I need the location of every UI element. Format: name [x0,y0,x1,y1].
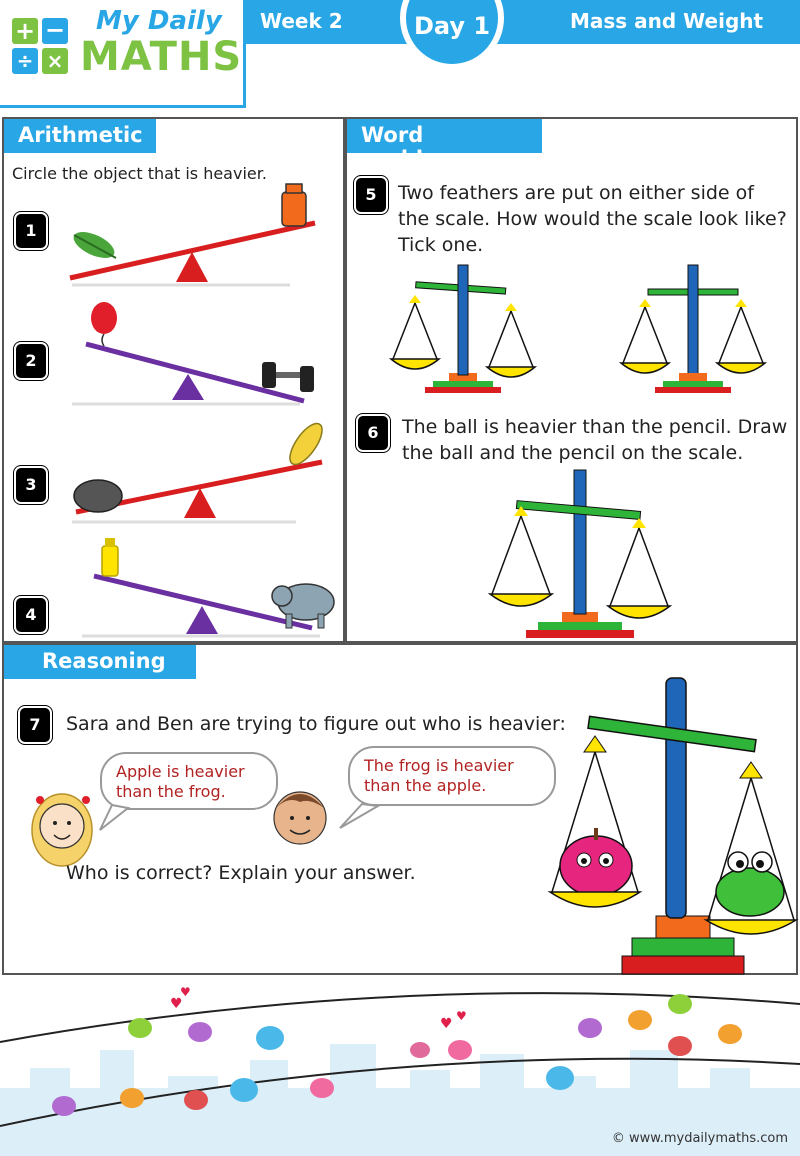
question-6-text: The ball is heavier than the pencil. Draw the ball and the pencil on the scale. [402,416,788,464]
ben-speech-bubble: The frog is heavier than the apple. [348,746,556,806]
svg-text:÷: ÷ [16,49,34,73]
seesaw-3 [72,419,328,522]
svg-text:×: × [46,49,64,73]
sara-speech-bubble: Apple is heavier than the frog. [100,752,278,810]
seesaw-illustrations [0,0,345,645]
seesaw-2 [72,302,314,404]
logo-line1: My Daily [96,6,222,36]
balance-scales [345,255,798,645]
question-3-badge: 3 [16,468,46,502]
ben-avatar [274,792,326,844]
question-6-badge: 6 [358,416,388,450]
footer-url[interactable]: © www.mydailymaths.com [611,1131,788,1146]
reasoning-title: Reasoning [4,645,196,679]
svg-text:−: − [44,16,66,44]
bottle-icon [102,538,118,576]
logo-line2: MATHS [80,34,243,80]
arithmetic-title: Arithmetic [4,119,156,153]
seesaw-1 [70,184,315,285]
scale-q6[interactable] [490,470,670,638]
balloon-icon [91,302,117,346]
svg-text:♥: ♥ [180,985,191,999]
day-label: Day 1 [413,12,491,40]
footer-decoration [0,980,800,1156]
leaf-icon [70,227,118,264]
reasoning-illustration [0,640,800,980]
svg-text:♥: ♥ [440,1016,453,1032]
question-2-badge: 2 [16,344,46,378]
svg-text:+: + [14,17,36,45]
svg-text:♥: ♥ [170,996,183,1012]
scale-option-b[interactable] [621,265,765,393]
word-problem-title: Word problem [347,119,542,153]
seesaw-4 [82,538,334,636]
reasoning-prompt: Who is correct? Explain your answer. [66,862,416,884]
weight-icon [282,184,306,226]
week-label: Week 2 [260,9,343,33]
question-1-badge: 1 [16,214,46,248]
question-4-badge: 4 [16,598,46,632]
arithmetic-instruction: Circle the object that is heavier. [12,164,267,183]
rock-icon [74,480,122,512]
topic-label: Mass and Weight [570,9,764,33]
question-7-badge: 7 [20,708,50,742]
sara-avatar [32,794,92,866]
dumbbell-icon [262,362,314,392]
question-5-text: Two feathers are put on either side of the scale. How would the scale look like? Tick one. [398,182,787,256]
question-7-text: Sara and Ben are trying to figure out who is heavier: [66,713,566,735]
scale-option-a[interactable] [391,265,535,393]
svg-text:♥: ♥ [456,1009,467,1023]
question-5-badge: 5 [356,178,386,212]
scale-q7 [550,678,796,974]
